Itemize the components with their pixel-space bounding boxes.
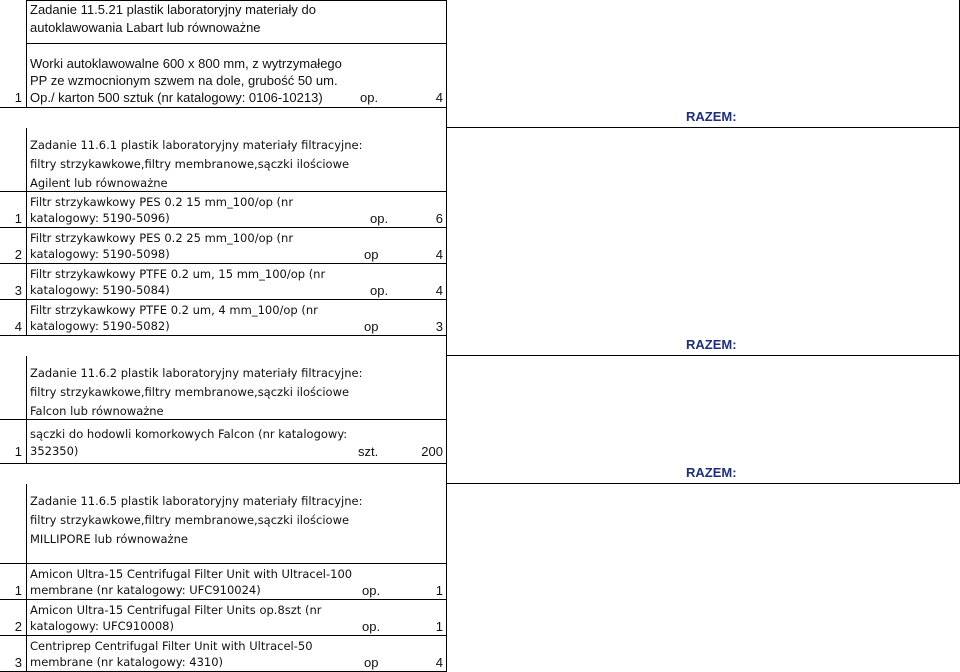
section2-item2-desc-line1: Filtr strzykawkowy PES 0.2 25 mm_100/op (nr <box>30 231 294 245</box>
section1-title-line1: Zadanie 11.5.21 plastik laboratoryjny materiały do <box>30 2 316 17</box>
section1-item-desc-line3: Op./ karton 500 sztuk (nr katalogowy: 0106-10213) <box>30 90 323 105</box>
section2-item1-desc-line2: katalogowy: 5190-5096) <box>30 211 170 225</box>
section2-item2-number: 2 <box>14 247 22 262</box>
section2-item1-number: 1 <box>14 211 22 226</box>
section2-razem-label: RAZEM: <box>686 337 737 352</box>
grid-line <box>0 635 446 636</box>
grid-line <box>0 599 446 600</box>
section2-item3-desc-line2: katalogowy: 5190-5084) <box>30 283 170 297</box>
section1-item-unit: op. <box>360 90 379 105</box>
section4-item2-desc-line1: Amicon Ultra-15 Centrifugal Filter Units op.8szt (nr <box>30 603 322 617</box>
grid-line <box>446 356 447 484</box>
section4-item1-quantity: 1 <box>435 583 443 598</box>
section3-razem-label: RAZEM: <box>686 465 737 480</box>
section2-item3-desc-line1: Filtr strzykawkowy PTFE 0.2 um, 15 mm_100/op (nr <box>30 267 326 281</box>
grid-line <box>446 484 447 672</box>
grid-line <box>0 563 446 564</box>
section3-item-unit: szt. <box>358 444 379 459</box>
section2-title-line2: filtry strzykawkowe,filtry membranowe,sączki ilościowe <box>30 157 350 171</box>
section3-item-desc-line2: 352350) <box>30 444 79 458</box>
section2-item3-quantity: 4 <box>435 283 443 298</box>
grid-line <box>0 299 446 300</box>
section3-item-number: 1 <box>14 444 22 459</box>
section4-item3-desc-line1: Centriprep Centrifugal Filter Unit with Ultracel-50 <box>30 639 313 653</box>
section1-item-desc-line1: Worki autoklawowalne 600 x 800 mm, z wytrzymałego <box>30 56 342 71</box>
section2-item1-desc-line1: Filtr strzykawkowy PES 0.2 15 mm_100/op (nr <box>30 195 294 209</box>
section1-razem-label: RAZEM: <box>686 109 737 124</box>
grid-line <box>26 356 27 464</box>
grid-line <box>446 483 960 484</box>
grid-line <box>0 227 446 228</box>
section2-item3-unit: op. <box>370 283 389 298</box>
section2-item4-desc-line1: Filtr strzykawkowy PTFE 0.2 um, 4 mm_100/op (nr <box>30 303 318 317</box>
section2-item4-unit: op <box>364 319 379 334</box>
section2-item3-number: 3 <box>14 283 22 298</box>
section4-item3-number: 3 <box>14 655 22 670</box>
section2-item4-number: 4 <box>14 319 22 334</box>
section3-title-line1: Zadanie 11.6.2 plastik laboratoryjny materiały filtracyjne: <box>30 366 363 380</box>
section4-item3-quantity: 4 <box>435 655 443 670</box>
section2-item2-desc-line2: katalogowy: 5190-5098) <box>30 247 170 261</box>
section4-item1-number: 1 <box>14 583 22 598</box>
section4-item2-unit: op. <box>362 619 381 634</box>
section1-item-quantity: 4 <box>435 90 443 105</box>
section2-title-line3: Agilent lub równoważne <box>30 176 168 190</box>
section4-item1-desc-line1: Amicon Ultra-15 Centrifugal Filter Unit with Ultracel-100 <box>30 567 353 581</box>
grid-line <box>0 107 446 108</box>
section2-item4-desc-line2: katalogowy: 5190-5082) <box>30 319 170 333</box>
grid-line <box>446 0 447 128</box>
grid-line <box>0 335 446 336</box>
section2-item1-quantity: 6 <box>435 211 443 226</box>
section4-item3-desc-line2: membrane (nr katalogowy: 4310) <box>30 655 224 669</box>
section3-item-quantity: 200 <box>421 444 443 459</box>
section4-item2-desc-line2: katalogowy: UFC910008) <box>30 619 174 633</box>
section4-item1-desc-line2: membrane (nr katalogowy: UFC910024) <box>30 583 261 597</box>
grid-line <box>26 0 27 108</box>
section4-item3-unit: op <box>364 655 379 670</box>
section4-title-line2: filtry strzykawkowe,filtry membranowe,sączki ilościowe <box>30 513 350 527</box>
section4-item2-number: 2 <box>14 619 22 634</box>
grid-line <box>446 128 447 356</box>
section3-title-line2: filtry strzykawkowe,filtry membranowe,sączki ilościowe <box>30 385 350 399</box>
section3-item-desc-line1: sączki do hodowli komorkowych Falcon (nr katalogowy: <box>30 427 348 441</box>
grid-line <box>0 263 446 264</box>
grid-line <box>26 43 446 44</box>
section2-item2-quantity: 4 <box>435 247 443 262</box>
section2-item1-unit: op. <box>370 211 389 226</box>
section2-item4-quantity: 3 <box>435 319 443 334</box>
grid-line <box>26 484 27 672</box>
grid-line <box>26 128 27 336</box>
section4-item2-quantity: 1 <box>435 619 443 634</box>
section3-title-line3: Falcon lub równoważne <box>30 404 164 418</box>
section4-title-line3: MILLIPORE lub równoważne <box>30 532 188 546</box>
grid-line <box>0 463 446 464</box>
grid-line <box>446 127 960 128</box>
section1-title-line2: autoklawowania Labart lub równoważne <box>30 20 261 35</box>
section2-title-line1: Zadanie 11.6.1 plastik laboratoryjny materiały filtracyjne: <box>30 138 363 152</box>
grid-line <box>446 355 960 356</box>
section2-item2-unit: op <box>364 247 379 262</box>
section4-item1-unit: op. <box>362 583 381 598</box>
section4-title-line1: Zadanie 11.6.5 plastik laboratoryjny materiały filtracyjne: <box>30 494 363 508</box>
section1-item-number: 1 <box>14 90 22 105</box>
section1-item-desc-line2: PP ze wzmocnionym szwem na dole, grubość 50 um. <box>30 73 338 88</box>
